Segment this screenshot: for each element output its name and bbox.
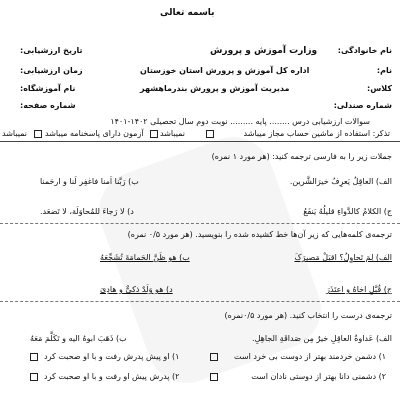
q3-b-option2: ۲) پدرش پیش او رفت و با او صحبت کرد	[44, 372, 180, 381]
exam-info-line: سوالات ارزشیابی درس ........ پایه ......... نوبت دوم سال تحصیلی ۱۴۰۲-۱۴۰۱	[110, 117, 370, 126]
q3-b-option2-checkbox[interactable]	[30, 373, 38, 381]
province-office: اداره کل آموزش و پرورش استان خوزستان	[140, 66, 310, 75]
q2-item-a: الف) لِمَ تَحاوِلُ؟ اقبَلْ مَصیرَکَ	[294, 253, 392, 262]
q3-a-option1-checkbox[interactable]	[210, 353, 218, 361]
q1-item-d: د) لا رَجاءَ للمُحاوَلَة، لا تَضعَد.	[40, 207, 134, 216]
region-office: مدیریت آموزش و پرورش بندرماهشهر	[140, 84, 290, 93]
label-last-name: نام خانوادگی:	[337, 46, 392, 55]
q3-a-option2: ۲) دشمنی دانا بهتر از دوستی نادان است	[251, 372, 386, 381]
exam-note-opt2: نمیباشد	[2, 129, 28, 138]
exam-note-opt1: نمیباشد	[160, 129, 186, 138]
no-answer-sheet-checkbox[interactable]	[34, 130, 42, 138]
calculator-checkbox[interactable]	[206, 130, 214, 138]
q3-a-option2-checkbox[interactable]	[210, 373, 218, 381]
q3-b-option1-checkbox[interactable]	[30, 353, 38, 361]
q3-item-b: ب) ذَهَبَ ابوهُ الیه و تَکَلَّمَ مَعَهُ	[30, 334, 127, 343]
divider	[0, 223, 400, 224]
q1-item-c: ج) الکلامُ کالدَّواءِ قلیلُهُ یَنفَعُ	[303, 207, 392, 216]
q2-item-c: ج) قُبَّلِ اخاهُ و اعتَذَرَ	[326, 285, 392, 294]
q2-item-b: ب) هو ظَنَّ الحَمامَةَ تُشَجِّعَهُ	[100, 253, 190, 262]
q2-item-d: د) هو وَلَدٌ ذکیٌّ و هادِیَ	[100, 285, 173, 294]
label-first-name: نام:	[376, 66, 392, 75]
ministry-title: وزارت آموزش و پرورش	[210, 46, 318, 56]
q1-item-b: ب) رَبَّنا اَمنا فاغفِر لَنا و ارحَمنا	[40, 177, 139, 186]
q3-prompt: ترجمه‌ی درست را انتخاب کنید. (هر مورد ۰/۵نمره)	[224, 311, 392, 320]
label-page-number: شماره صفحه:	[20, 101, 76, 110]
exam-note-mid: آزمون دارای پاسخنامه میباشد	[45, 129, 144, 138]
label-exam-date: تاریخ ارزشیابی:	[20, 46, 83, 55]
q3-b-option1: ۱) او پیش پدرش رفت و با او صحبت کرد	[44, 352, 180, 361]
q1-item-a: الف) العاقِلُ یَعرِفُ خیرَالشَّرین.	[289, 177, 392, 186]
q2-prompt: ترجمه‌ی کلمه‌هایی که زیر آن‌ها خط کشیده شده را بنویسید. (هر مورد ۰/۵ نمره)	[127, 230, 392, 239]
label-school-name: نام آموزشگاه:	[20, 84, 76, 93]
label-seat-number: شماره صندلی:	[333, 101, 392, 110]
q3-item-a: الف) عَداوةُ العاقِلِ خیرٌ مِن صَداقَةِ الجاهِلِ.	[252, 334, 392, 343]
divider	[0, 301, 400, 302]
q3-a-option1: ۱) دشمن خردمند بهتر از دوست بی خرد است	[234, 352, 386, 361]
exam-note: تذکر: استفاده از ماشین حساب مجاز میباشد	[243, 129, 390, 138]
label-class: کلاس:	[367, 84, 392, 93]
q1-prompt: جملات زیر را به فارسی ترجمه کنید: (هر مورد ۱ نمره)	[211, 152, 392, 161]
divider	[0, 141, 400, 142]
label-exam-time: زمان ارزشیابی:	[20, 66, 83, 75]
answer-sheet-checkbox[interactable]	[150, 130, 158, 138]
basmala: باسمه تعالی	[160, 8, 215, 18]
